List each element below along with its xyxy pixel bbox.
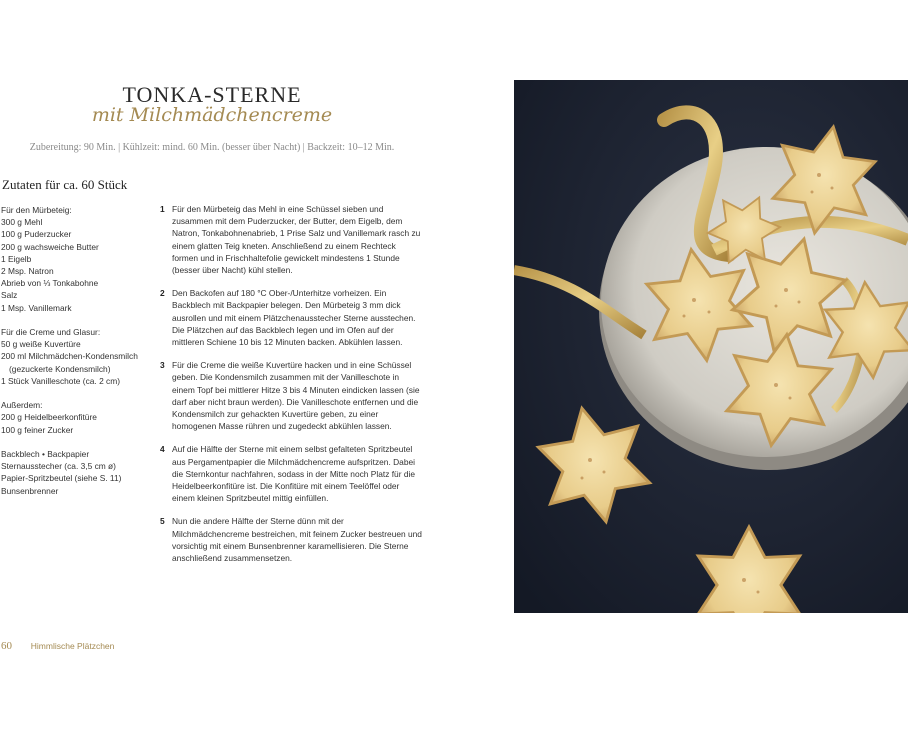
- step-number: 4: [160, 444, 165, 455]
- step-item: [160, 515, 422, 564]
- ingredients-heading: Zutaten für ca. 60 Stück: [2, 177, 128, 192]
- step-item: [160, 287, 422, 348]
- footer: [1, 640, 114, 652]
- ingredient-item: 200 g Heidelbeerkonfitüre: [1, 412, 97, 423]
- step-item: [160, 203, 422, 276]
- step-text: Für die Creme die weiße Kuvertüre hacken und in eine Schüssel geben. Die Kondensmilch zusammen mit der Vanilleschote in einem Topf bei mittlerer Hitze 3 bis 4 Minuten eindicken lassen (sie darf aber nicht braun werden). Die Vanilleschote entfernen und die Kondensmilch zur gehackten Kuvertüre geben, zu einer homogenen Masse rühren und zugedeckt abkühlen lassen.: [172, 360, 420, 432]
- ingredient-item: 1 Stück Vanilleschote (ca. 2 cm): [1, 375, 121, 386]
- recipe-title: TONKA-STERNE: [122, 82, 302, 107]
- ingredient-item: Für den Mürbeteig:: [1, 205, 72, 215]
- step-number: 5: [160, 516, 165, 527]
- ingredient-item: 300 g Mehl: [1, 217, 43, 228]
- page-number: 60: [1, 640, 12, 652]
- ingredient-item: Salz: [1, 290, 18, 301]
- ingredient-item: 1 Msp. Vanillemark: [1, 302, 72, 313]
- ingredient-item: Backblech • Backpapier: [1, 449, 90, 460]
- chapter-name: Himmlische Plätzchen: [30, 641, 115, 651]
- ingredient-item: Für die Creme und Glasur:: [1, 327, 101, 338]
- ingredient-gap: [1, 387, 161, 399]
- ingredient-item: Außerdem:: [1, 400, 43, 411]
- step-item: [160, 359, 422, 432]
- ingredient-item: Abrieb von ⅓ Tonkabohne: [1, 278, 99, 289]
- ingredients-list: [1, 204, 161, 497]
- step-number: 2: [160, 288, 165, 299]
- step-text: Auf die Hälfte der Sterne mit einem selbst gefalteten Spritzbeutel aus Pergamentpapier die Milchmädchencreme aufspritzen. Dabei die Sternkontur nachfahren, sodass in der Mitte noch Platz für die Heidelbeerkonfitüre ist. Die Konfitüre mit einem Teelöffel oder einem kleinen Spritzbeutel mittig einfüllen.: [172, 444, 416, 504]
- recipe-meta: Zubereitung: 90 Min. | Kühlzeit: mind. 60 Min. (besser über Nacht) | Backzeit: 10–12 Min.: [29, 142, 395, 153]
- ingredient-gap: [1, 314, 161, 326]
- ingredient-item: 200 g wachsweiche Butter: [1, 241, 99, 252]
- recipe-subtitle: mit Milchmädchencreme: [91, 104, 333, 126]
- cookie-bowl-illustration: [514, 80, 908, 613]
- step-text: Den Backofen auf 180 °C Ober-/Unterhitze vorheizen. Ein Backblech mit Backpapier belegen. Den Mürbeteig 3 mm dick ausrollen und mit einem Plätzchenausstecher Sterne ausstechen. Die Plätzchen auf das Backblech legen und im Ofen auf der mittleren Schiene 10 bis 12 Minuten backen. Abkühlen lassen.: [172, 288, 416, 348]
- ingredient-gap: [1, 436, 161, 448]
- ingredient-item: 50 g weiße Kuvertüre: [1, 339, 81, 350]
- step-number: 1: [160, 204, 165, 214]
- ingredient-item: 200 ml Milchmädchen-Kondensmilch: [1, 351, 138, 362]
- ingredient-item: 100 g Puderzucker: [1, 229, 72, 240]
- ingredient-item: 100 g feiner Zucker: [1, 424, 74, 435]
- step-text: Nun die andere Hälfte der Sterne dünn mit der Milchmädchencreme bestreichen, mit feinem Zucker bestreuen und vorsichtig mit einem Bunsenbrenner karamellisieren. Die Sterne anschließend zusammensetzen.: [172, 516, 422, 564]
- step-number: 3: [160, 360, 165, 371]
- recipe-photo: [514, 80, 908, 613]
- step-item: [160, 443, 422, 504]
- ingredient-item: 1 Eigelb: [1, 253, 32, 264]
- ingredient-item: 2 Msp. Natron: [1, 266, 54, 277]
- step-text: Für den Mürbeteig das Mehl in eine Schüssel sieben und zusammen mit dem Puderzucker, der Butter, dem Eigelb, dem Natron, Tonkabohnenabrieb, 1 Prise Salz und Vanillemark rasch zu einem glatten Teig kneten. Anschließend zu einem Rechteck formen und in Frischhaltefolie gewickelt mindestens 1 Stunde (besser über Nacht) kühl stellen.: [172, 204, 421, 276]
- ingredient-item: Papier-Spritzbeutel (siehe S. 11): [1, 473, 122, 484]
- ingredient-item: Sternausstecher (ca. 3,5 cm ø): [1, 461, 116, 472]
- ingredient-item: (gezuckerte Kondensmilch): [9, 363, 111, 374]
- ingredient-item: Bunsenbrenner: [1, 485, 59, 496]
- steps-list: [160, 203, 422, 575]
